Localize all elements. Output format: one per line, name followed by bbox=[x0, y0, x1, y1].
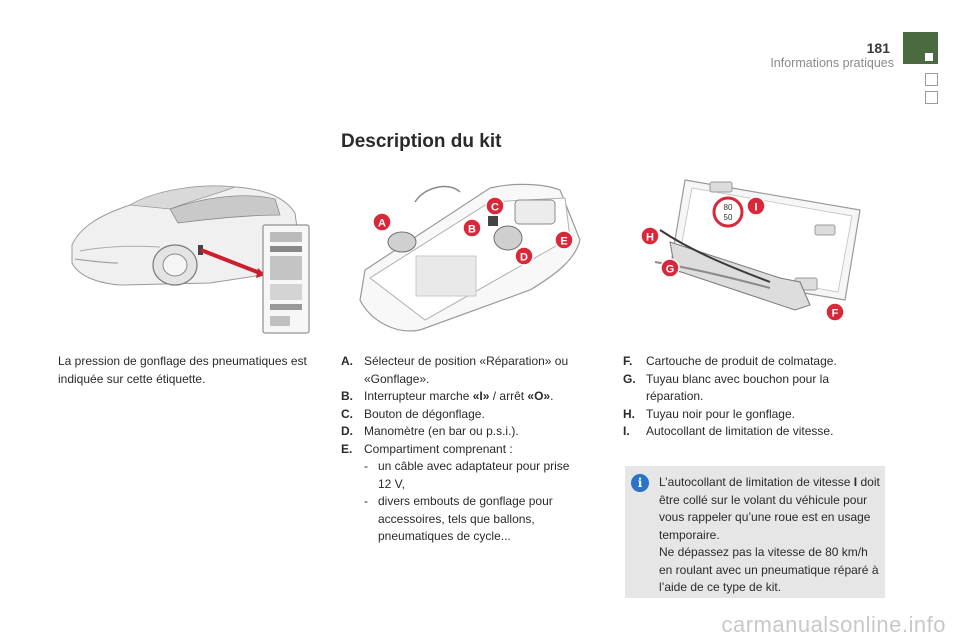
item-key: F. bbox=[623, 354, 633, 368]
item-text: Tuyau blanc avec bouchon pour la réparation. bbox=[646, 371, 830, 403]
list-item bbox=[341, 353, 586, 388]
list-item bbox=[341, 441, 586, 459]
item-key: G. bbox=[623, 371, 636, 386]
svg-text:D: D bbox=[520, 251, 528, 264]
svg-text:A: A bbox=[378, 217, 386, 230]
section-title: Informations pratiques bbox=[770, 56, 894, 70]
tyre-label-caption: La pression de gonflage des pneumatiques est indiquée sur cette étiquette. bbox=[58, 354, 307, 386]
callout-D bbox=[515, 247, 533, 265]
info-icon: i bbox=[631, 474, 649, 492]
callout-E bbox=[555, 231, 573, 249]
sub-item-text: un câble avec adaptateur pour prise 12 V, bbox=[378, 459, 570, 491]
item-text-suffix: . bbox=[550, 389, 554, 403]
list-item bbox=[341, 406, 586, 424]
item-text: Manomètre (en bar ou p.s.i.). bbox=[364, 424, 519, 438]
item-text: Autocollant de limitation de vitesse. bbox=[646, 424, 834, 438]
page-title: Description du kit bbox=[341, 131, 502, 152]
kit-compressor-illustration bbox=[340, 180, 590, 340]
svg-text:I: I bbox=[754, 201, 758, 214]
list-item bbox=[623, 353, 863, 371]
speed-sticker-bottom: 50 bbox=[723, 213, 733, 222]
speed-sticker-top: 80 bbox=[723, 203, 733, 212]
svg-text:F: F bbox=[831, 307, 839, 320]
item-key: H. bbox=[623, 406, 635, 421]
dash-bullet: - bbox=[364, 459, 368, 473]
item-text: Sélecteur de position «Réparation» ou «Gonflage». bbox=[364, 354, 569, 386]
svg-text:E: E bbox=[560, 235, 568, 248]
list-item bbox=[623, 423, 863, 441]
svg-text:H: H bbox=[646, 231, 654, 244]
on-symbol: «I» bbox=[472, 389, 490, 403]
info-note-paragraph-2: Ne dépassez pas la vitesse de 80 km/h en roulant avec un pneumatique réparé à l’aide de ce type de kit. bbox=[659, 545, 879, 594]
info-text-suffix: doit être collé sur le volant du véhicule pour vous rappeler qu’une roue est en usage temporaire. bbox=[659, 475, 880, 542]
list-item bbox=[623, 371, 863, 406]
sub-list-item bbox=[341, 458, 586, 493]
tyre-pressure-label bbox=[262, 224, 310, 334]
item-text: Tuyau noir pour le gonflage. bbox=[646, 406, 795, 421]
list-item bbox=[341, 423, 586, 441]
off-symbol: «O» bbox=[527, 389, 551, 403]
item-key: I. bbox=[623, 424, 630, 438]
item-text: Compartiment comprenant : bbox=[364, 441, 513, 456]
dash-bullet: - bbox=[364, 494, 368, 508]
sub-item-text: divers embouts de gonflage pour accessoires, tels que ballons, pneumatiques de cycle... bbox=[378, 494, 553, 543]
info-note-paragraph-1 bbox=[659, 474, 881, 544]
list-item bbox=[341, 388, 586, 406]
item-key: E. bbox=[341, 441, 353, 456]
callout-G bbox=[661, 259, 679, 277]
callout-H bbox=[641, 227, 659, 245]
item-text-prefix: Interrupteur marche bbox=[364, 389, 473, 403]
kit-items-list-right bbox=[623, 353, 863, 441]
sub-list-item bbox=[341, 493, 586, 546]
list-item bbox=[623, 406, 863, 424]
svg-text:C: C bbox=[491, 201, 499, 214]
callout-F bbox=[826, 303, 844, 321]
chapter-tab-marker bbox=[925, 53, 933, 61]
info-note-text bbox=[659, 474, 881, 597]
page-number: 181 bbox=[866, 40, 890, 56]
callout-A bbox=[373, 213, 391, 231]
item-text-mid: / arrêt bbox=[489, 389, 528, 403]
item-key: D. bbox=[341, 424, 353, 438]
kit-items-list-left bbox=[341, 353, 586, 546]
item-text bbox=[364, 388, 586, 406]
callout-C bbox=[486, 197, 504, 215]
item-key: A. bbox=[341, 354, 353, 368]
item-key: B. bbox=[341, 389, 353, 403]
chapter-tab-empty bbox=[925, 91, 938, 104]
kit-sealant-illustration bbox=[630, 170, 870, 330]
chapter-tab-empty bbox=[925, 73, 938, 86]
item-text: Cartouche de produit de colmatage. bbox=[646, 354, 837, 368]
watermark: carmanualsonline.info bbox=[721, 612, 946, 637]
item-text: Bouton de dégonflage. bbox=[364, 406, 485, 421]
callout-B bbox=[463, 219, 481, 237]
info-text-prefix: L’autocollant de limitation de vitesse bbox=[659, 475, 854, 489]
sticker-letter: I bbox=[853, 475, 858, 489]
svg-text:B: B bbox=[468, 223, 476, 236]
item-key: C. bbox=[341, 406, 353, 421]
svg-text:G: G bbox=[665, 263, 675, 276]
callout-I bbox=[747, 197, 765, 215]
